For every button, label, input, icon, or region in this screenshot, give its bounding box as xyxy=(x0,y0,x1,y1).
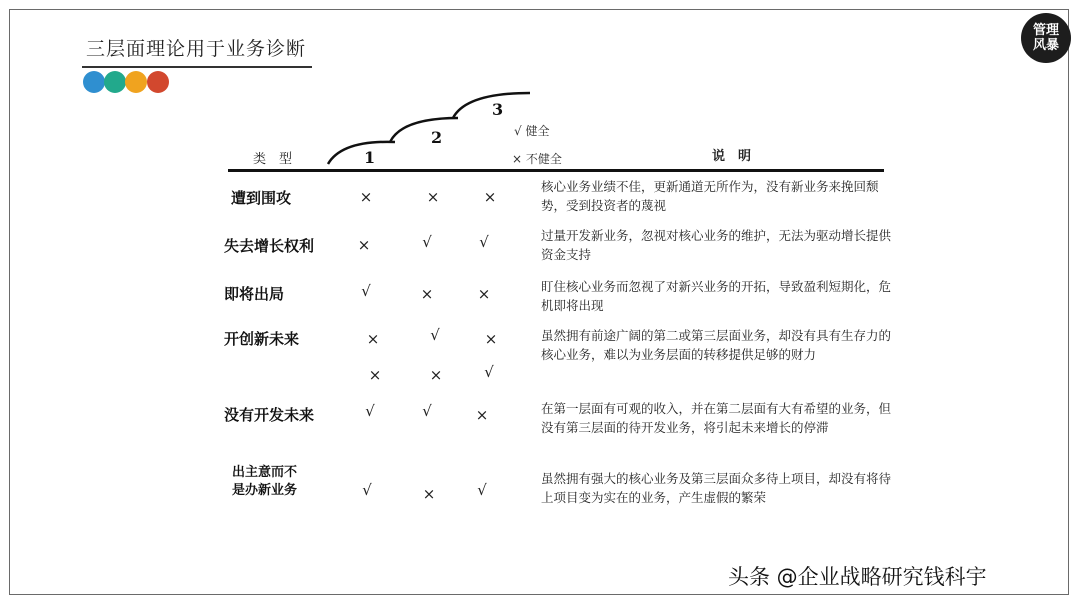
step-2-label: 2 xyxy=(431,128,443,147)
row4-desc: 虽然拥有前途广阔的第二或第三层面业务，却没有具有生存力的核心业务，难以为业务层面的转移提供足够的财力 xyxy=(541,328,892,362)
page-title: 三层面理论用于业务诊断 xyxy=(86,38,307,60)
row-label-about-to-exit: 即将出局 xyxy=(224,285,285,303)
row2-desc: 过量开发新业务，忽视对核心业务的维护，无法为驱动增长提供资金支持 xyxy=(541,228,892,262)
row5-mark-2: √ xyxy=(422,402,432,420)
row4-mark-2: √ xyxy=(430,326,440,344)
row1-desc: 核心业务业绩不佳，更新通道无所作为，没有新业务来挽回颓势，受到投资者的蔑视 xyxy=(541,179,879,213)
row3-desc: 盯住核心业务而忽视了对新兴业务的开拓，导致盈利短期化，危机即将出现 xyxy=(541,279,892,313)
row6-mark-2: × xyxy=(422,485,436,503)
step-1-label: 1 xyxy=(364,148,376,167)
stair-curve-2 xyxy=(390,118,458,142)
logo-line-1: 管理 xyxy=(1032,23,1059,38)
logo-line-2: 风暴 xyxy=(1032,38,1059,53)
row-label-no-future-dev: 没有开发未来 xyxy=(224,406,315,424)
type-header: 类 型 xyxy=(253,152,293,167)
row5-mark-1: √ xyxy=(365,402,375,420)
step-3-label: 3 xyxy=(492,100,504,119)
desc-header: 说 明 xyxy=(712,149,752,164)
row4b-mark-1: × xyxy=(368,366,382,384)
row4-mark-3: × xyxy=(484,330,498,348)
row3-mark-2: × xyxy=(420,285,434,303)
row2-mark-1: × xyxy=(357,236,371,254)
row-label-besieged: 遭到围攻 xyxy=(231,189,292,207)
stair-curve-1 xyxy=(328,142,395,164)
row2-mark-3: √ xyxy=(479,233,489,251)
row3-mark-1: √ xyxy=(361,282,371,300)
row-label-ideas-not-business xyxy=(232,464,297,500)
row2-mark-2: √ xyxy=(422,233,432,251)
row5-desc: 在第一层面有可观的收入，并在第二层面有大有希望的业务，但没有第三层面的待开发业务，将引起未来增长的停滞 xyxy=(541,401,892,435)
row4b-mark-2: × xyxy=(429,366,443,384)
row4b-mark-3: √ xyxy=(484,363,494,381)
row4-mark-1: × xyxy=(366,330,380,348)
row6-label-line-2: 是办新业务 xyxy=(232,483,298,498)
row6-mark-1: √ xyxy=(362,481,372,499)
row-label-lost-growth: 失去增长权利 xyxy=(224,237,315,255)
row5-mark-3: × xyxy=(475,406,489,424)
row1-mark-1: × xyxy=(359,188,373,206)
row3-mark-3: × xyxy=(477,285,491,303)
header-rule xyxy=(228,169,884,172)
legend-healthy: √ 健全 xyxy=(514,124,550,138)
row6-desc: 虽然拥有强大的核心业务及第三层面众多待上项目，却没有将待上项目变为实在的业务，产生虚假的繁荣 xyxy=(541,471,892,505)
row6-mark-3: √ xyxy=(477,481,487,499)
row-label-new-future: 开创新未来 xyxy=(224,330,300,348)
row1-mark-3: × xyxy=(483,188,497,206)
row6-label-line-1: 出主意而不 xyxy=(232,465,298,480)
row1-mark-2: × xyxy=(426,188,440,206)
source-watermark: 头条 @企业战略研究钱科宇 xyxy=(728,565,987,589)
legend-unhealthy: × 不健全 xyxy=(512,152,562,166)
